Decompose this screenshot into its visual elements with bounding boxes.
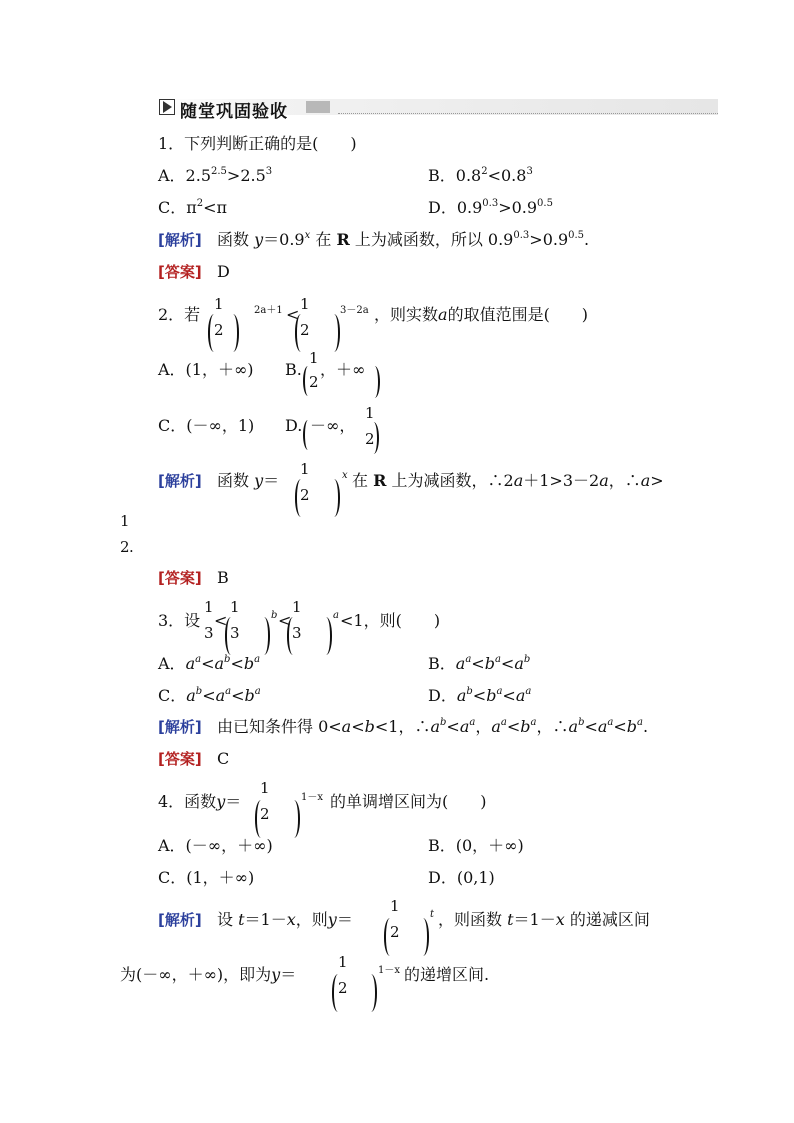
q2-exp2: 3－2a [340,305,369,316]
q4-frac-num: 1 [260,779,270,797]
q3-lt2: < [278,611,292,630]
q4-line2-suffix: 的递增区间. [404,965,490,984]
analysis-tag: [解析] [158,472,202,490]
q3-option-a: A．$a^a<a^b<b^a$ [158,654,261,673]
q2-lt: < [286,305,300,324]
q3-exp3: a [333,610,339,621]
q1-stem: 1．下列判断正确的是( ) [158,134,357,153]
q3-answer: [答案] C [158,749,230,768]
q3-option-b: B．$a^a<b^a<a^b$ [428,654,531,673]
q3-lt1: < [214,611,228,630]
q3-paren3-right [325,617,332,655]
analysis-tag: [解析] [158,911,202,929]
q4-frac-den: 2 [260,805,270,823]
q1-option-b: B．$0.8^2<0.8^3$ [428,166,533,185]
q3-exp2: b [271,610,278,621]
q2-frac2-den: 2 [300,321,310,339]
q1-option-a: A．$2.5^{2.5}>2.5^3$ [158,166,273,185]
q2-optd-mid: －∞， [310,416,356,435]
q3-paren3-left [287,617,294,655]
analysis-tag: [解析] [158,718,202,736]
q2-exp1: 2a＋1 [254,305,283,316]
header-dotted-rule [338,113,718,114]
answer-tag: [答案] [158,263,202,281]
q2-optb-paren-left [303,366,310,396]
q3-stem-suffix: <1，则( ) [340,611,441,630]
q2-optb-num: 1 [309,349,319,367]
q2-paren2-right [333,314,340,352]
q3-stem-prefix: 3．设 [158,611,201,630]
analysis-tag: [解析] [158,231,202,249]
q2-answer: [答案] B [158,568,229,587]
q3-frac1-den: 3 [204,624,214,642]
q2-frac1-num: 1 [214,295,224,313]
q4-line2-den: 2 [338,979,348,997]
q4-line2-paren-right [370,974,377,1012]
q4-analysis-num: 1 [390,897,400,915]
section-header [156,97,718,122]
q4-paren-right [293,800,300,838]
answer-tag: [答案] [158,569,202,587]
q2-optb-paren-right [373,366,380,398]
q2-tail-den: 2 [120,538,130,556]
q4-line2-exp: 1－x [378,965,401,976]
q2-tail-dot: . [129,538,134,556]
q3-option-d: D．$a^b<b^a<a^a$ [428,686,532,705]
q3-option-c: C．$a^b<a^a<b^a$ [158,686,261,705]
q2-analysis-paren-left [295,479,302,517]
q2-analysis-rest: 在 R 上为减函数，∴2a＋1>3－2a，∴a> [352,471,664,490]
q2-optb-den: 2 [309,373,319,391]
q2-paren1-left [208,314,215,352]
q1-answer: [答案] D [158,262,230,281]
q3-frac2-den: 3 [230,624,240,642]
q3-paren2-left [225,617,232,655]
q2-optd-den: 2 [365,430,375,448]
q2-analysis-den: 2 [300,486,310,504]
q4-option-d: D．(0,1) [428,868,495,887]
q2-optd-num: 1 [365,404,375,422]
q4-analysis-paren-right [422,918,429,956]
q2-optd-paren-right [372,422,379,454]
q3-frac3-den: 3 [292,624,302,642]
q3-analysis: [解析] 由已知条件得 0<a<b<1，$\therefore a^b<a^a$，$a^a<b^a$，$\therefore a^b<a^a<b^a$. [158,717,649,736]
q4-stem-suffix: 的单调增区间为( ) [330,792,487,811]
q2-analysis-num: 1 [300,460,310,478]
q4-line2-paren-left [332,974,339,1012]
q3-frac1-num: 1 [204,598,214,616]
header-decor-block [306,101,330,113]
section-title: 随堂巩固验收 [180,102,288,122]
q4-analysis-line2: 为(－∞，＋∞)，即为y＝ [120,965,297,984]
q4-line2-num: 1 [338,953,348,971]
q4-stem-prefix: 4．函数y＝ [158,792,242,811]
q4-analysis-den: 2 [390,923,400,941]
q2-frac2-num: 1 [300,295,310,313]
q2-option-c: C．(－∞，1) [158,416,255,435]
q2-paren1-right [232,314,239,352]
q2-optd-paren-left [303,420,310,450]
q3-frac3-num: 1 [292,598,302,616]
q1-analysis: [解析] 函数 $y=0.9^x$ 在 R 上为减函数，所以 $0.9^{0.3}>0.9^{0.5}$. [158,230,590,249]
q2-analysis-paren-right [333,479,340,517]
q3-frac2-num: 1 [230,598,240,616]
q2-option-b: B. [285,360,302,379]
q2-stem-suffix: ，则实数a的取值范围是( ) [374,305,589,324]
q4-analysis-start: [解析] 设 t＝1－x，则y＝ [158,910,353,929]
q4-paren-left [255,800,262,838]
q2-analysis-start: [解析] 函数 y＝ [158,471,280,490]
q1-option-c: C．$\pi^2<\pi$ [158,198,228,217]
q2-stem-prefix: 2．若 [158,305,201,324]
q4-exp: 1－x [301,792,324,803]
q4-analysis-exp: t [430,909,435,920]
q2-option-d: D. [285,416,303,435]
q4-option-b: B．(0，＋∞) [428,836,524,855]
q4-option-a: A．(－∞，＋∞) [158,836,273,855]
q2-tail-num: 1 [120,512,130,530]
q4-analysis-paren-left [384,918,391,956]
q2-option-a: A．(1，＋∞) [158,360,254,379]
q2-analysis-exp: x [342,470,348,481]
q4-option-c: C．(1，＋∞) [158,868,255,887]
q2-optb-rest: ，＋∞ [320,360,366,379]
q2-paren2-left [295,314,302,352]
q4-analysis-rest: ，则函数 t＝1－x 的递减区间 [438,910,650,929]
play-arrow-icon [159,99,175,115]
answer-tag: [答案] [158,750,202,768]
q1-option-d: D．$0.9^{0.3}>0.9^{0.5}$ [428,198,553,217]
q2-frac1-den: 2 [214,321,224,339]
q3-paren2-right [263,617,270,655]
